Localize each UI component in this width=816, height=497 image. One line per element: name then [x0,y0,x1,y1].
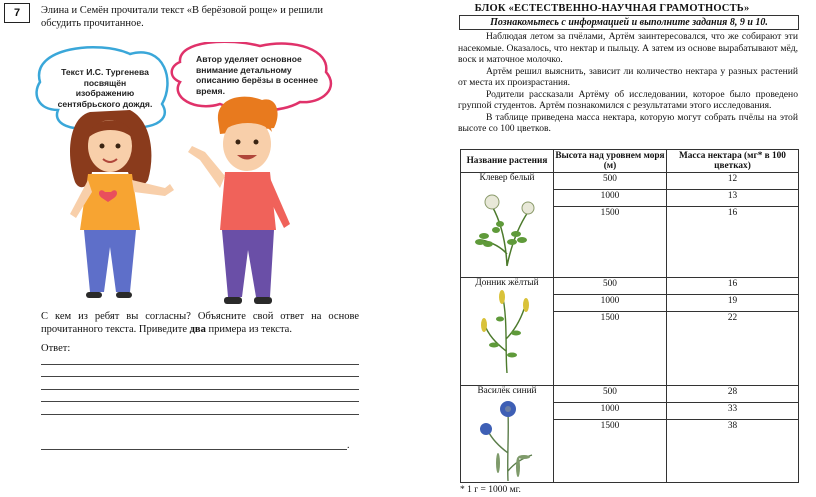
nectar-value: 28 [666,386,798,403]
plant-cell-clover [461,173,554,278]
altitude-value: 1000 [554,190,667,207]
task-question [41,311,359,336]
altitude-value: 500 [554,386,667,403]
question-bold: два [189,323,206,335]
altitude-value: 1500 [554,312,667,386]
answer-line[interactable] [41,352,359,365]
bubble-right-text: Автор уделяет основное внимание детальному описанию берёзы в осеннее время. [196,54,319,96]
nectar-value: 38 [666,420,798,483]
table-row [461,386,799,403]
answer-line[interactable] [41,365,359,378]
paragraph: Артём решил выяснить, зависит ли количество нектара у разных растений от места их произрастания. [458,65,798,88]
children-illustration [30,42,350,310]
nectar-value: 22 [666,312,798,386]
answer-line-last[interactable] [41,439,347,450]
question-part2: примера из текста. [205,323,292,335]
answer-line[interactable] [41,390,359,403]
nectar-value: 16 [666,207,798,278]
table-row [461,173,799,190]
paragraph: Наблюдая летом за пчёлами, Артём заинтересовался, что же собирают эти насекомые. Оказалось, что нектар и пыльцу. А затем из основе вырабатывают мёд, воск и маточное молочко. [458,31,798,65]
table-header-row [461,150,799,173]
header-plant: Название растения [461,150,554,173]
block-title: БЛОК «ЕСТЕСТВЕННО-НАУЧНАЯ ГРАМОТНОСТЬ» [474,3,750,14]
altitude-value: 500 [554,278,667,295]
nectar-table [460,149,799,483]
bubble-left-text: Текст И.С. Тургенева посвящён изображению сентябрьского дождя. [57,67,153,109]
answer-end-dot: . [347,440,350,451]
nectar-value: 13 [666,190,798,207]
altitude-value: 500 [554,173,667,190]
altitude-value: 1000 [554,403,667,420]
clover-image [472,184,542,268]
body-text [458,31,798,135]
plant-cell-cornflower [461,386,554,483]
answer-label: Ответ: [41,343,71,354]
altitude-value: 1500 [554,420,667,483]
right-page [408,0,816,497]
block-subtitle: Познакомьтесь с информацией и выполните задания 8, 9 и 10. [459,15,799,30]
cornflower-image [472,397,542,481]
question-part1: С кем из ребят вы согласны? Объясните свой ответ на основе прочитанного текста. Приведите [41,311,359,335]
plant-name: Клевер белый [479,173,535,183]
table-row [461,278,799,295]
answer-line[interactable] [41,377,359,390]
paragraph: Родители рассказали Артёму об исследовании, которое было проведено группой студентов. Артём познакомился с результатами этого исследования. [458,88,798,111]
header-nectar: Масса нектара (мг* в 100 цветках) [666,150,798,173]
nectar-value: 19 [666,295,798,312]
footnote: * 1 г = 1000 мг. [460,485,521,495]
plant-cell-melilot [461,278,554,386]
answer-line[interactable] [41,402,359,415]
nectar-value: 12 [666,173,798,190]
answer-lines[interactable] [41,352,359,415]
plant-name: Донник жёлтый [475,278,539,288]
task-number: 7 [4,3,30,23]
plant-name: Василёк синий [477,386,537,396]
paragraph: В таблице приведена масса нектара, которую могут собрать пчёлы на этой высоте со 100 цветков. [458,111,798,134]
task-intro: Элина и Семён прочитали текст «В берёзовой роще» и решили обсудить прочитанное. [41,5,324,29]
melilot-image [472,289,542,373]
nectar-value: 33 [666,403,798,420]
altitude-value: 1500 [554,207,667,278]
nectar-value: 16 [666,278,798,295]
altitude-value: 1000 [554,295,667,312]
header-altitude: Высота над уровнем моря (м) [555,151,665,171]
